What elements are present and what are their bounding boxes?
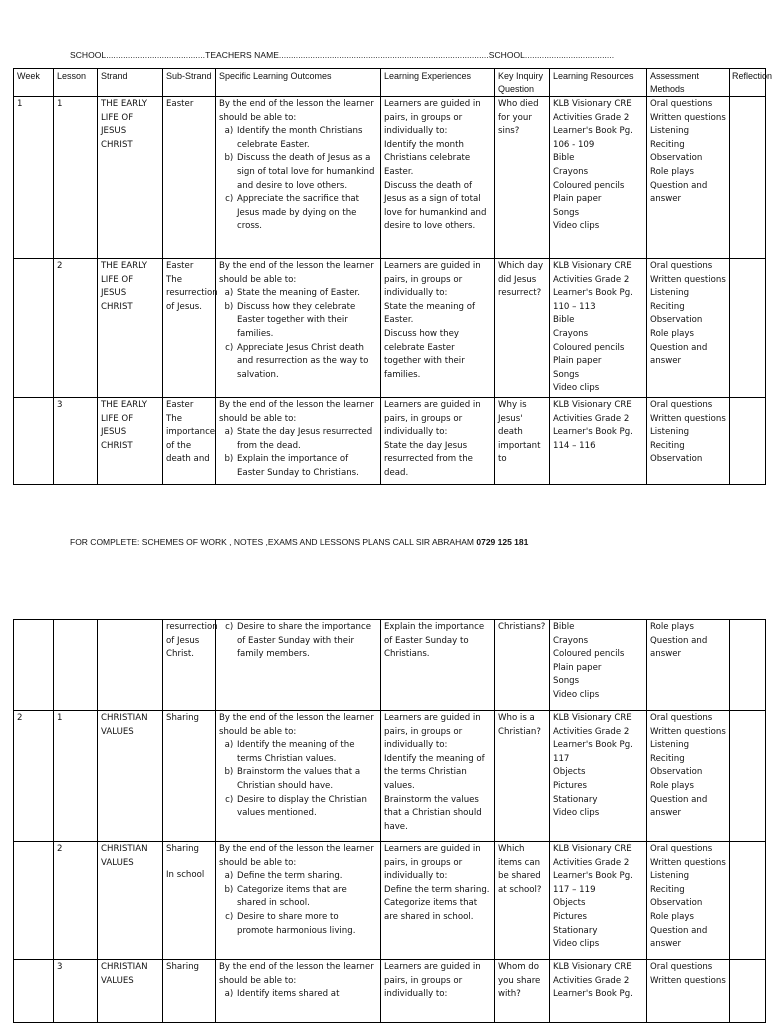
- week-cell: [14, 259, 54, 398]
- experiences-cell-line: Brainstorm the values that a Christian should have.: [384, 794, 482, 832]
- outcome-item: b. Explain the importance of Easter Sunday to Christians.: [236, 453, 377, 480]
- experiences-cell: [381, 960, 495, 1023]
- assessment-cell-line: Observation: [650, 454, 703, 465]
- document-header: SCHOOL.........................................TEACHERS NAME.......................................................................................SCHOOL.....................................: [70, 50, 615, 60]
- resources-cell: [550, 397, 647, 484]
- scheme-of-work-table-continued: [13, 619, 766, 1023]
- resources-cell-line: Stationary: [553, 794, 598, 805]
- assessment-cell: [647, 842, 730, 960]
- assessment-cell-line: Role plays: [650, 166, 694, 177]
- assessment-cell-line: Listening: [650, 871, 690, 882]
- resources-cell-line: Video clips: [553, 689, 600, 700]
- sub-strand-cell: [163, 259, 216, 398]
- outcome-item: a. Identify the month Christians celebrate Easter.: [236, 125, 377, 152]
- assessment-cell-line: Question and answer: [650, 925, 708, 950]
- outcomes-list: [219, 125, 377, 234]
- resources-cell-line: Coloured pencils: [553, 342, 625, 353]
- reflection-cell: [730, 397, 766, 484]
- experiences-cell-line: Identify the meaning of the terms Christian values.: [384, 753, 485, 791]
- experiences-cell-line: Identify the month Christians celebrate Easter.: [384, 139, 471, 177]
- column-header-week: Week: [14, 69, 54, 97]
- assessment-cell: [647, 397, 730, 484]
- week-cell: 1: [14, 97, 54, 259]
- resources-cell-line: Pictures: [553, 780, 588, 791]
- table-row: [14, 397, 766, 484]
- resources-cell-line: Plain paper: [553, 194, 602, 205]
- resources-cell-line: Songs: [553, 207, 580, 218]
- column-header-assessment: Assessment Methods: [647, 69, 730, 97]
- reflection-cell: [730, 620, 766, 711]
- resources-cell-line: Video clips: [553, 221, 600, 232]
- sub-strand-cell-line: Sharing: [166, 844, 199, 854]
- outcome-item: a. Identify the meaning of the terms Christian values.: [236, 739, 377, 766]
- resources-cell-line: Video clips: [553, 383, 600, 394]
- assessment-cell-line: Listening: [650, 288, 690, 299]
- lesson-cell: 2: [54, 259, 98, 398]
- footer-phone: 0729 125 181: [476, 537, 529, 547]
- experiences-cell-line: Learners are guided in pairs, in groups or individually to:: [384, 962, 481, 1000]
- outcome-item: b. Discuss the death of Jesus as a sign of total love for humankind and desire to love others.: [236, 152, 377, 193]
- outcomes-cell: [216, 620, 381, 711]
- experiences-cell: [381, 711, 495, 842]
- resources-cell-line: Crayons: [553, 328, 589, 339]
- inquiry-question-cell: Christians?: [495, 620, 550, 711]
- assessment-cell-line: Question and answer: [650, 342, 708, 367]
- assessment-cell-line: Reciting: [650, 753, 685, 764]
- strand-cell: THE EARLY LIFE OF JESUS CHRIST: [98, 259, 163, 398]
- assessment-cell-line: Role plays: [650, 328, 694, 339]
- assessment-cell: [647, 620, 730, 711]
- outcome-item: b. Brainstorm the values that a Christian should have.: [236, 766, 377, 793]
- outcome-item: c. Appreciate Jesus Christ death and resurrection as the way to salvation.: [236, 342, 377, 383]
- table-row: [14, 960, 766, 1023]
- experiences-cell: [381, 620, 495, 711]
- inquiry-question-cell: Who died for your sins?: [495, 97, 550, 259]
- lesson-cell: 1: [54, 97, 98, 259]
- resources-cell-line: KLB Visionary CRE Activities Grade 2 Learner's Book Pg.: [553, 962, 633, 1000]
- lesson-cell: 3: [54, 397, 98, 484]
- inquiry-question-cell: Who is a Christian?: [495, 711, 550, 842]
- assessment-cell-line: Oral questions: [650, 261, 713, 271]
- outcome-item: a. State the day Jesus resurrected from the dead.: [236, 426, 377, 453]
- assessment-cell-line: Question and answer: [650, 180, 708, 205]
- experiences-cell: [381, 397, 495, 484]
- outcomes-list: [219, 739, 377, 821]
- sub-strand-cell: [163, 397, 216, 484]
- assessment-cell-line: Question and answer: [650, 794, 708, 819]
- outcomes-cell: [216, 711, 381, 842]
- outcome-item: c. Desire to share the importance of Easter Sunday with their family members.: [236, 621, 377, 662]
- resources-cell: [550, 259, 647, 398]
- sub-strand-cell-line: The resurrection of Jesus.: [166, 274, 218, 312]
- outcomes-cell: [216, 97, 381, 259]
- outcome-item: c. Desire to share more to promote harmonious living.: [236, 911, 377, 938]
- experiences-cell-line: State the day Jesus resurrected from the dead.: [384, 440, 473, 478]
- experiences-cell-line: Learners are guided in pairs, in groups or individually to:: [384, 99, 481, 137]
- resources-cell-line: Coloured pencils: [553, 649, 625, 660]
- resources-cell: [550, 960, 647, 1023]
- strand-cell: THE EARLY LIFE OF JESUS CHRIST: [98, 397, 163, 484]
- column-header-reflection: Reflection: [730, 69, 766, 97]
- sub-strand-cell: [163, 711, 216, 842]
- assessment-cell-line: Listening: [650, 740, 690, 751]
- outcome-item: b. Discuss how they celebrate Easter together with their families.: [236, 301, 377, 342]
- assessment-cell-line: Oral questions: [650, 99, 713, 109]
- resources-cell: [550, 711, 647, 842]
- outcomes-list: [219, 426, 377, 480]
- outcome-item: c. Appreciate the sacrifice that Jesus made by dying on the cross.: [236, 193, 377, 234]
- outcome-item: a. State the meaning of Easter.: [236, 287, 377, 301]
- assessment-cell: [647, 711, 730, 842]
- assessment-cell-line: Reciting: [650, 884, 685, 895]
- contact-footer: [70, 537, 528, 547]
- outcomes-intro: By the end of the lesson the learner should be able to:: [219, 399, 374, 424]
- week-cell: [14, 960, 54, 1023]
- sub-strand-cell-line: Easter: [166, 399, 194, 410]
- strand-cell: CHRISTIAN VALUES: [98, 960, 163, 1023]
- inquiry-question-cell: Whom do you share with?: [495, 960, 550, 1023]
- resources-cell-line: Bible: [553, 315, 575, 326]
- outcomes-cell: [216, 960, 381, 1023]
- sub-strand-cell: [163, 842, 216, 960]
- assessment-cell-line: Observation: [650, 898, 703, 909]
- sub-strand-cell: [163, 620, 216, 711]
- resources-cell-line: Stationary: [553, 925, 598, 936]
- lesson-cell: 1: [54, 711, 98, 842]
- experiences-cell-line: Discuss the death of Jesus as a sign of total love for humankind and desire to love others.: [384, 180, 487, 232]
- assessment-cell-line: Written questions: [650, 857, 726, 868]
- assessment-cell: [647, 259, 730, 398]
- table-row: [14, 97, 766, 259]
- column-header-sub-strand: Sub-Strand: [163, 69, 216, 97]
- assessment-cell-line: Listening: [650, 126, 690, 137]
- lesson-cell: 2: [54, 842, 98, 960]
- assessment-cell: [647, 97, 730, 259]
- outcomes-list: [219, 870, 377, 938]
- assessment-cell-line: Reciting: [650, 301, 685, 312]
- resources-cell-line: Songs: [553, 369, 580, 380]
- experiences-cell-line: Learners are guided in pairs, in groups or individually to:: [384, 844, 481, 882]
- lesson-cell: [54, 620, 98, 711]
- lesson-cell: 3: [54, 960, 98, 1023]
- inquiry-question-cell: Which items can be shared at school?: [495, 842, 550, 960]
- assessment-cell-line: Observation: [650, 153, 703, 164]
- resources-cell-line: KLB Visionary CRE Activities Grade 2 Learner's Book Pg. 117: [553, 713, 633, 764]
- week-cell: [14, 397, 54, 484]
- assessment-cell-line: Written questions: [650, 112, 726, 123]
- inquiry-question-cell: Which day did Jesus resurrect?: [495, 259, 550, 398]
- week-cell: [14, 620, 54, 711]
- resources-cell-line: Objects: [553, 767, 586, 778]
- outcome-item: a. Define the term sharing.: [236, 870, 377, 884]
- experiences-cell-line: Explain the importance of Easter Sunday to Christians.: [384, 622, 485, 660]
- experiences-cell-line: Learners are guided in pairs, in groups or individually to:: [384, 261, 481, 299]
- sub-strand-cell: [163, 960, 216, 1023]
- sub-strand-cell: [163, 97, 216, 259]
- strand-cell: THE EARLY LIFE OF JESUS CHRIST: [98, 97, 163, 259]
- assessment-cell: [647, 960, 730, 1023]
- week-cell: 2: [14, 711, 54, 842]
- assessment-cell-line: Role plays: [650, 780, 694, 791]
- assessment-cell-line: Oral questions: [650, 713, 713, 723]
- week-cell: [14, 842, 54, 960]
- strand-cell: CHRISTIAN VALUES: [98, 842, 163, 960]
- outcomes-intro: By the end of the lesson the learner should be able to:: [219, 713, 374, 737]
- experiences-cell: [381, 259, 495, 398]
- footer-text: FOR COMPLETE: SCHEMES OF WORK , NOTES ,EXAMS AND LESSONS PLANS CALL SIR ABRAHAM: [70, 537, 477, 547]
- column-header-experiences: Learning Experiences: [381, 69, 495, 97]
- table-row: [14, 259, 766, 398]
- column-header-lesson: Lesson: [54, 69, 98, 97]
- assessment-cell-line: Reciting: [650, 139, 685, 150]
- assessment-cell-line: Question and answer: [650, 635, 708, 660]
- experiences-cell-line: Learners are guided in pairs, in groups or individually to:: [384, 399, 481, 438]
- resources-cell-line: Coloured pencils: [553, 180, 625, 191]
- sub-strand-cell-line: Easter: [166, 99, 194, 109]
- column-header-resources: Learning Resources: [550, 69, 647, 97]
- resources-cell-line: Crayons: [553, 635, 589, 646]
- sub-strand-cell-line: resurrection of Jesus Christ.: [166, 622, 218, 660]
- reflection-cell: [730, 711, 766, 842]
- outcome-item: b. Categorize items that are shared in school.: [236, 884, 377, 911]
- table-row: [14, 711, 766, 842]
- resources-cell-line: Pictures: [553, 911, 588, 922]
- assessment-cell-line: Reciting: [650, 440, 685, 451]
- assessment-cell-line: Written questions: [650, 975, 726, 986]
- experiences-cell: [381, 842, 495, 960]
- assessment-cell-line: Observation: [650, 767, 703, 778]
- resources-cell: [550, 620, 647, 711]
- resources-cell-line: KLB Visionary CRE Activities Grade 2 Learner's Book Pg. 114 – 116: [553, 399, 633, 451]
- column-header-outcomes: Specific Learning Outcomes: [216, 69, 381, 97]
- resources-cell-line: KLB Visionary CRE Activities Grade 2 Learner's Book Pg. 117 – 119: [553, 844, 633, 895]
- outcomes-cell: [216, 259, 381, 398]
- outcomes-cell: [216, 842, 381, 960]
- table-row: [14, 842, 766, 960]
- assessment-cell-line: Written questions: [650, 726, 726, 737]
- assessment-cell-line: Role plays: [650, 622, 694, 632]
- reflection-cell: [730, 842, 766, 960]
- experiences-cell-line: State the meaning of Easter.: [384, 301, 475, 326]
- inquiry-question-cell: Why is Jesus' death important to: [495, 397, 550, 484]
- strand-cell: [98, 620, 163, 711]
- resources-cell-line: Bible: [553, 622, 575, 632]
- assessment-cell-line: Written questions: [650, 274, 726, 285]
- blank-line: [166, 857, 212, 869]
- outcome-item: c. Desire to display the Christian values mentioned.: [236, 794, 377, 821]
- experiences-cell-line: Discuss how they celebrate Easter together with their families.: [384, 328, 465, 380]
- outcomes-cell: [216, 397, 381, 484]
- outcomes-intro: By the end of the lesson the learner should be able to:: [219, 844, 374, 868]
- strand-cell: CHRISTIAN VALUES: [98, 711, 163, 842]
- resources-cell: [550, 97, 647, 259]
- assessment-cell-line: Oral questions: [650, 962, 713, 972]
- experiences-cell-line: Learners are guided in pairs, in groups or individually to:: [384, 713, 481, 751]
- resources-cell-line: Video clips: [553, 939, 600, 950]
- sub-strand-cell-line: Sharing: [166, 713, 199, 723]
- assessment-cell-line: Oral questions: [650, 844, 713, 854]
- reflection-cell: [730, 97, 766, 259]
- resources-cell-line: Objects: [553, 898, 586, 909]
- experiences-cell: [381, 97, 495, 259]
- outcomes-list: [219, 621, 377, 662]
- outcome-item: a. Identify items shared at: [236, 988, 377, 1002]
- reflection-cell: [730, 960, 766, 1023]
- outcomes-intro: By the end of the lesson the learner should be able to:: [219, 99, 374, 123]
- outcomes-intro: By the end of the lesson the learner should be able to:: [219, 261, 374, 285]
- outcomes-list: [219, 287, 377, 382]
- assessment-cell-line: Oral questions: [650, 399, 713, 410]
- resources-cell-line: Crayons: [553, 166, 589, 177]
- resources-cell: [550, 842, 647, 960]
- sub-strand-cell-line: Sharing: [166, 962, 199, 972]
- table-row: [14, 620, 766, 711]
- table-header-row: [14, 69, 766, 97]
- column-header-question: Key Inquiry Question: [495, 69, 550, 97]
- experiences-cell-line: Categorize items that are shared in school.: [384, 898, 478, 922]
- outcomes-list: [219, 988, 377, 1002]
- sub-strand-cell-line: Easter: [166, 261, 194, 271]
- assessment-cell-line: Written questions: [650, 413, 726, 424]
- resources-cell-line: Plain paper: [553, 662, 602, 673]
- resources-cell-line: KLB Visionary CRE Activities Grade 2 Learner's Book Pg. 110 – 113: [553, 261, 633, 312]
- reflection-cell: [730, 259, 766, 398]
- assessment-cell-line: Role plays: [650, 911, 694, 922]
- resources-cell-line: Bible: [553, 153, 575, 164]
- scheme-of-work-table: [13, 68, 772, 485]
- experiences-cell-line: Define the term sharing.: [384, 884, 490, 895]
- resources-cell-line: Video clips: [553, 808, 600, 819]
- assessment-cell-line: Observation: [650, 315, 703, 326]
- column-header-strand: Strand: [98, 69, 163, 97]
- assessment-cell-line: Listening: [650, 427, 690, 438]
- sub-strand-cell-line: The importance of the death and: [166, 413, 216, 465]
- outcomes-intro: By the end of the lesson the learner should be able to:: [219, 962, 374, 986]
- sub-strand-cell-line: In school: [166, 869, 205, 880]
- resources-cell-line: Plain paper: [553, 356, 602, 367]
- resources-cell-line: Songs: [553, 676, 580, 687]
- resources-cell-line: KLB Visionary CRE Activities Grade 2 Learner's Book Pg. 106 - 109: [553, 99, 633, 150]
